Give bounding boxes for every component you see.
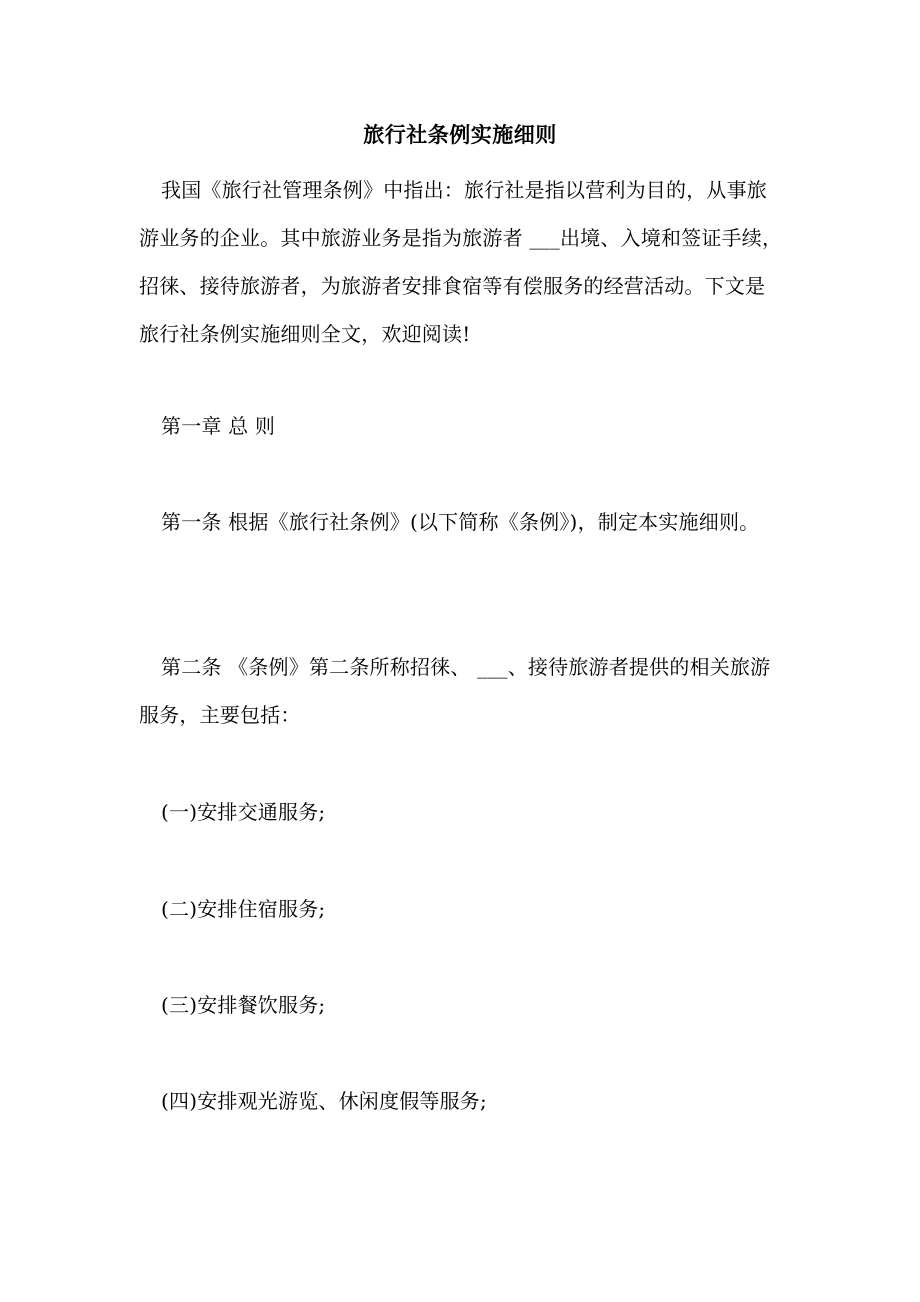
- intro-paragraph: 我国《旅行社管理条例》中指出：旅行社是指以营利为目的，从事旅游业务的企业。其中旅游业务是指为旅游者 ___出境、入境和签证手续，招徕、接待旅游者，为旅游者安排食宿等有偿服务的经营活动。下文是旅行社条例实施细则全文，欢迎阅读!: [139, 178, 783, 346]
- article-1-paragraph: 第一条 根据《旅行社条例》(以下简称《条例》)，制定本实施细则。: [161, 510, 760, 534]
- article-2-paragraph: 第二条 《条例》第二条所称招徕、 ___、接待旅游者提供的相关旅游服务，主要包括：: [139, 655, 771, 727]
- document-title: 旅行社条例实施细则: [363, 122, 557, 147]
- list-item-transport: (一)安排交通服务;: [161, 800, 326, 824]
- list-item-sightseeing: (四)安排观光游览、休闲度假等服务;: [161, 1089, 487, 1113]
- list-item-accommodation: (二)安排住宿服务;: [161, 897, 326, 921]
- chapter-heading: 第一章 总 则: [161, 414, 276, 438]
- list-item-catering: (三)安排餐饮服务;: [161, 993, 326, 1017]
